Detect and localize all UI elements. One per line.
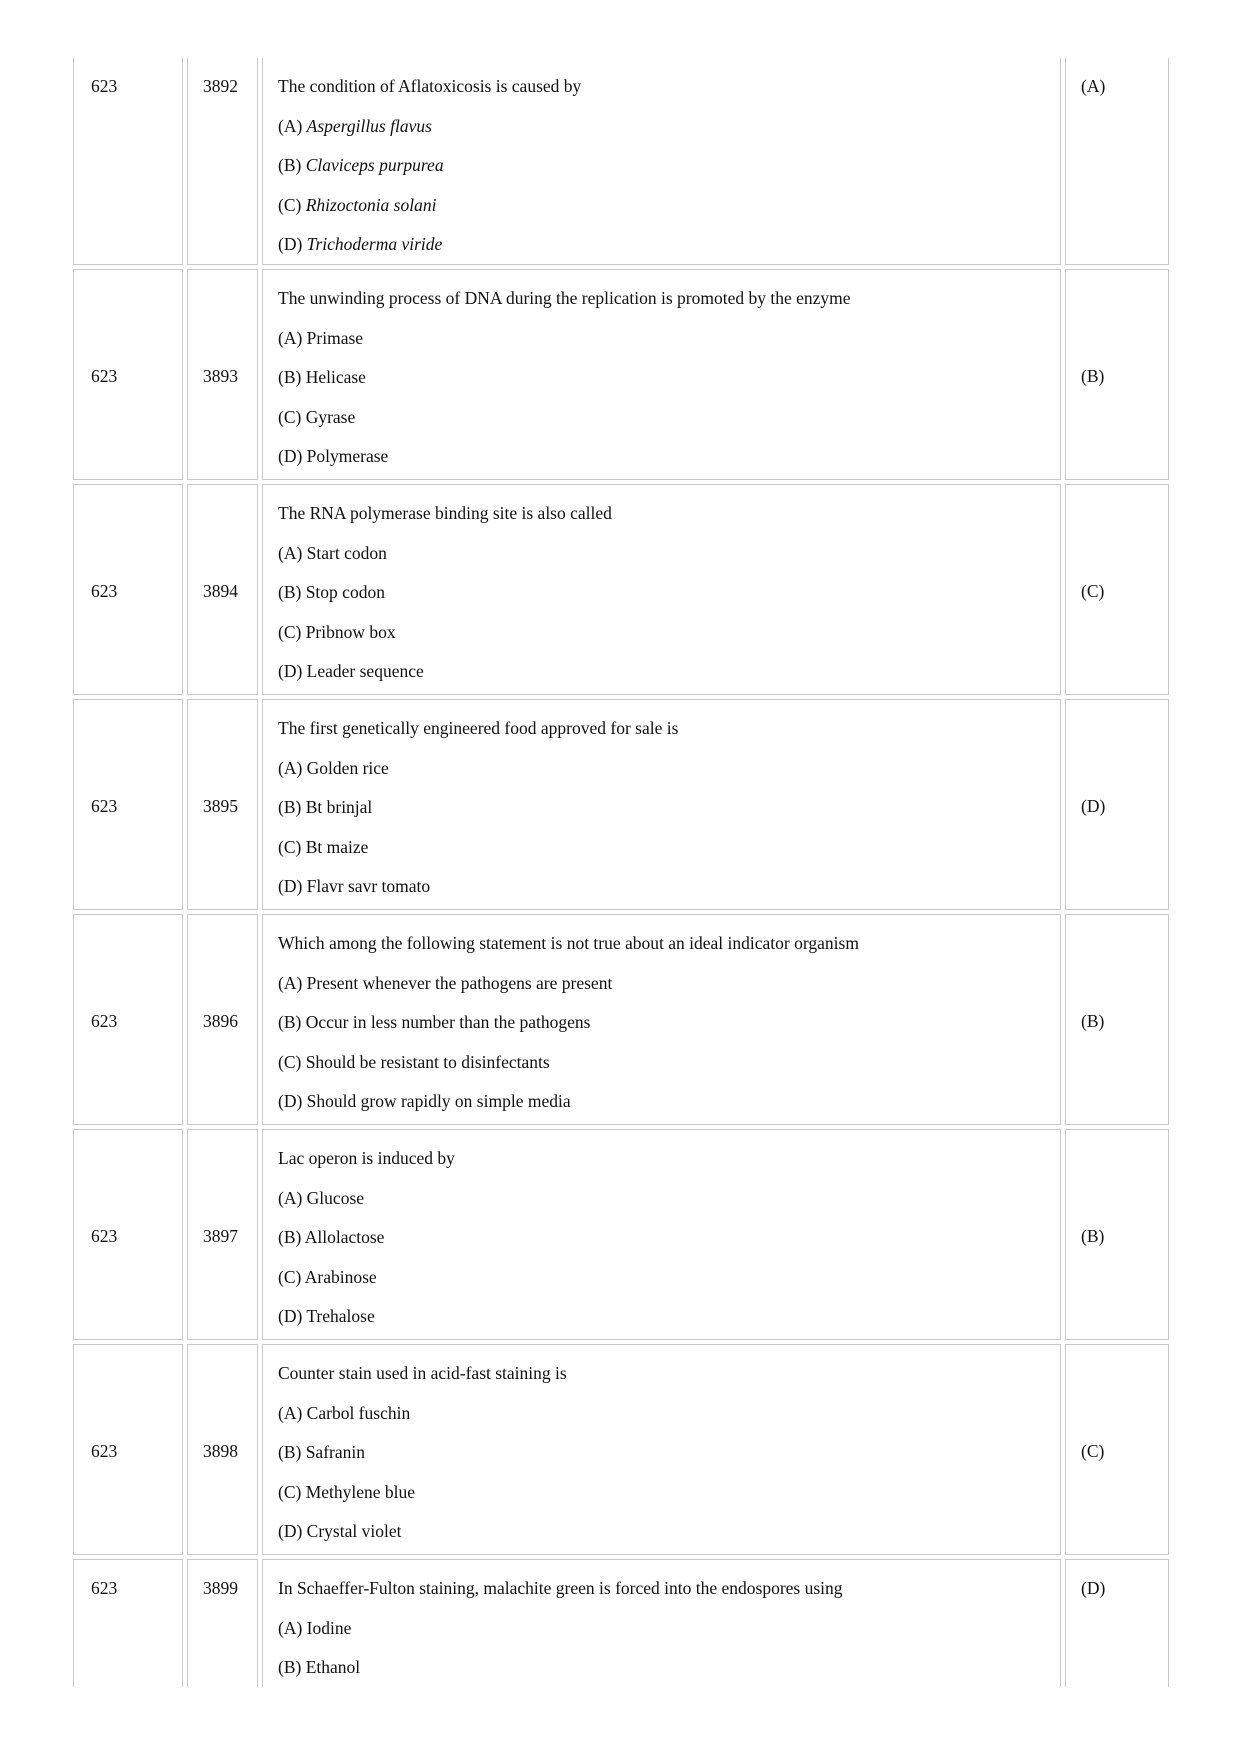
option-text: Polymerase: [306, 446, 389, 466]
option-line: [278, 1403, 410, 1423]
option-text: Aspergillus flavus: [306, 115, 432, 136]
option-line: [278, 758, 389, 778]
option-label: (A): [278, 115, 303, 136]
option-line: [278, 582, 385, 602]
question-text: The first genetically engineered food approved for sale is: [278, 718, 679, 738]
option-label: (B): [278, 1657, 302, 1677]
table-row: [73, 269, 1169, 480]
option-text: Crystal violet: [306, 1521, 402, 1541]
option-label: (D): [278, 234, 303, 254]
table-row: [73, 914, 1169, 1125]
answer-key: (D): [1081, 796, 1106, 816]
table-row: [73, 1129, 1169, 1340]
option-line: [278, 1442, 365, 1462]
option-text: Gyrase: [305, 406, 356, 427]
paper-code-cell: [73, 1344, 183, 1555]
question-number: 3892: [203, 76, 238, 96]
option-label: (B): [278, 797, 302, 817]
option-line: [278, 1188, 364, 1208]
option-label: (C): [278, 406, 302, 427]
table-row: [73, 699, 1169, 910]
option-line: [278, 797, 372, 817]
paper-code-cell: [73, 58, 183, 265]
option-label: (B): [278, 1442, 302, 1462]
option-line: [278, 837, 368, 857]
option-line: [278, 328, 363, 348]
option-line: [278, 234, 442, 254]
option-text: Trehalose: [306, 1306, 375, 1326]
question-number-cell: [187, 1129, 258, 1340]
table-row: [73, 58, 1169, 265]
question-number: 3895: [203, 796, 238, 816]
option-line: [278, 1091, 571, 1111]
question-cell: [262, 269, 1061, 480]
option-text: Start codon: [306, 542, 387, 563]
option-label: (B): [278, 367, 302, 387]
option-text: Occur in less number than the pathogens: [305, 1012, 591, 1032]
question-cell: [262, 1559, 1061, 1687]
option-label: (C): [278, 621, 302, 642]
option-text: Golden rice: [306, 757, 389, 778]
paper-code: 623: [91, 76, 118, 96]
option-text: Carbol fuschin: [306, 1402, 411, 1423]
option-line: [278, 1052, 550, 1072]
question-text: The condition of Aflatoxicosis is caused by: [278, 76, 582, 96]
option-line: [278, 1657, 360, 1677]
paper-code: 623: [91, 581, 118, 601]
question-number-cell: [187, 914, 258, 1125]
option-line: [278, 1012, 591, 1032]
question-number: 3894: [203, 581, 238, 601]
answer-key: (B): [1081, 1226, 1105, 1246]
option-text: Allolactose: [304, 1227, 385, 1247]
option-text: Claviceps purpurea: [305, 155, 444, 175]
option-text: Bt brinjal: [305, 797, 373, 817]
paper-code-cell: [73, 484, 183, 695]
option-line: [278, 622, 396, 642]
option-label: (B): [278, 1227, 302, 1247]
option-label: (D): [278, 1091, 303, 1111]
question-number: 3897: [203, 1226, 238, 1246]
option-line: [278, 446, 388, 466]
question-cell: [262, 914, 1061, 1125]
option-text: Should be resistant to disinfectants: [305, 1051, 550, 1072]
question-number-cell: [187, 484, 258, 695]
option-line: [278, 1227, 384, 1247]
option-label: (D): [278, 446, 303, 466]
option-text: Methylene blue: [305, 1481, 416, 1502]
answer-cell: [1065, 1559, 1169, 1687]
option-text: Helicase: [305, 367, 366, 387]
option-label: (C): [278, 836, 302, 857]
question-table: [73, 58, 1169, 1687]
option-label: (A): [278, 757, 303, 778]
paper-code: 623: [91, 1011, 118, 1031]
paper-code: 623: [91, 366, 118, 386]
question-cell: [262, 1129, 1061, 1340]
option-label: (D): [278, 661, 303, 681]
question-text: Lac operon is induced by: [278, 1148, 455, 1168]
option-label: (A): [278, 972, 303, 993]
paper-code: 623: [91, 1226, 118, 1246]
option-label: (C): [278, 1266, 302, 1287]
answer-cell: [1065, 1129, 1169, 1340]
question-number: 3896: [203, 1011, 238, 1031]
option-label: (B): [278, 582, 302, 602]
option-line: [278, 1267, 377, 1287]
question-number-cell: [187, 58, 258, 265]
option-text: Rhizoctonia solani: [305, 194, 437, 215]
option-text: Arabinose: [304, 1266, 377, 1287]
option-line: [278, 367, 366, 387]
answer-cell: [1065, 914, 1169, 1125]
answer-key: (D): [1081, 1578, 1106, 1598]
option-text: Primase: [306, 327, 364, 348]
question-text: Which among the following statement is not true about an ideal indicator organism: [278, 933, 859, 953]
answer-cell: [1065, 269, 1169, 480]
option-label: (A): [278, 1617, 303, 1638]
option-label: (B): [278, 155, 302, 175]
option-line: [278, 876, 430, 896]
answer-key: (B): [1081, 1011, 1105, 1031]
option-text: Iodine: [306, 1617, 352, 1638]
option-line: [278, 973, 612, 993]
option-line: [278, 155, 444, 175]
table-row: [73, 484, 1169, 695]
answer-cell: [1065, 699, 1169, 910]
question-number-cell: [187, 699, 258, 910]
option-line: [278, 1618, 351, 1638]
option-line: [278, 543, 387, 563]
answer-cell: [1065, 58, 1169, 265]
option-label: (B): [278, 1012, 302, 1032]
answer-cell: [1065, 1344, 1169, 1555]
option-label: (D): [278, 1521, 303, 1541]
option-line: [278, 1521, 401, 1541]
paper-code-cell: [73, 269, 183, 480]
table-row: [73, 1344, 1169, 1555]
option-text: Glucose: [306, 1187, 365, 1208]
option-label: (A): [278, 542, 303, 563]
option-text: Leader sequence: [306, 661, 424, 681]
question-number-cell: [187, 269, 258, 480]
question-text: In Schaeffer-Fulton staining, malachite green is forced into the endospores using: [278, 1578, 843, 1598]
question-cell: [262, 1344, 1061, 1555]
paper-code: 623: [91, 796, 118, 816]
option-text: Present whenever the pathogens are present: [306, 972, 613, 993]
option-label: (A): [278, 1402, 303, 1423]
paper-code-cell: [73, 1129, 183, 1340]
option-label: (C): [278, 194, 302, 215]
option-text: Ethanol: [305, 1657, 361, 1677]
option-text: Should grow rapidly on simple media: [306, 1091, 571, 1111]
answer-cell: [1065, 484, 1169, 695]
option-label: (C): [278, 1051, 302, 1072]
question-number-cell: [187, 1344, 258, 1555]
option-line: [278, 116, 432, 136]
option-label: (A): [278, 327, 303, 348]
option-label: (C): [278, 1481, 302, 1502]
answer-key: (B): [1081, 366, 1105, 386]
paper-code: 623: [91, 1578, 118, 1598]
option-line: [278, 661, 424, 681]
question-number-cell: [187, 1559, 258, 1687]
paper-code: 623: [91, 1441, 118, 1461]
option-text: Trichoderma viride: [306, 234, 443, 254]
option-line: [278, 1306, 375, 1326]
question-text: The unwinding process of DNA during the replication is promoted by the enzyme: [278, 288, 851, 308]
answer-key: (A): [1081, 76, 1106, 96]
option-text: Bt maize: [305, 836, 369, 857]
option-label: (A): [278, 1187, 303, 1208]
option-text: Safranin: [305, 1442, 365, 1462]
option-label: (D): [278, 876, 303, 896]
answer-key: (C): [1081, 1441, 1105, 1461]
option-line: [278, 1482, 415, 1502]
option-text: Pribnow box: [305, 621, 396, 642]
question-number: 3899: [203, 1578, 238, 1598]
question-cell: [262, 58, 1061, 265]
question-cell: [262, 699, 1061, 910]
paper-code-cell: [73, 914, 183, 1125]
option-line: [278, 407, 355, 427]
question-text: Counter stain used in acid-fast staining is: [278, 1363, 567, 1383]
option-text: Flavr savr tomato: [306, 876, 431, 896]
question-cell: [262, 484, 1061, 695]
answer-key: (C): [1081, 581, 1105, 601]
option-text: Stop codon: [305, 582, 385, 602]
option-label: (D): [278, 1306, 303, 1326]
table-row: [73, 1559, 1169, 1687]
paper-code-cell: [73, 699, 183, 910]
question-number: 3893: [203, 366, 238, 386]
question-number: 3898: [203, 1441, 238, 1461]
question-text: The RNA polymerase binding site is also called: [278, 503, 612, 523]
paper-code-cell: [73, 1559, 183, 1687]
option-line: [278, 195, 436, 215]
